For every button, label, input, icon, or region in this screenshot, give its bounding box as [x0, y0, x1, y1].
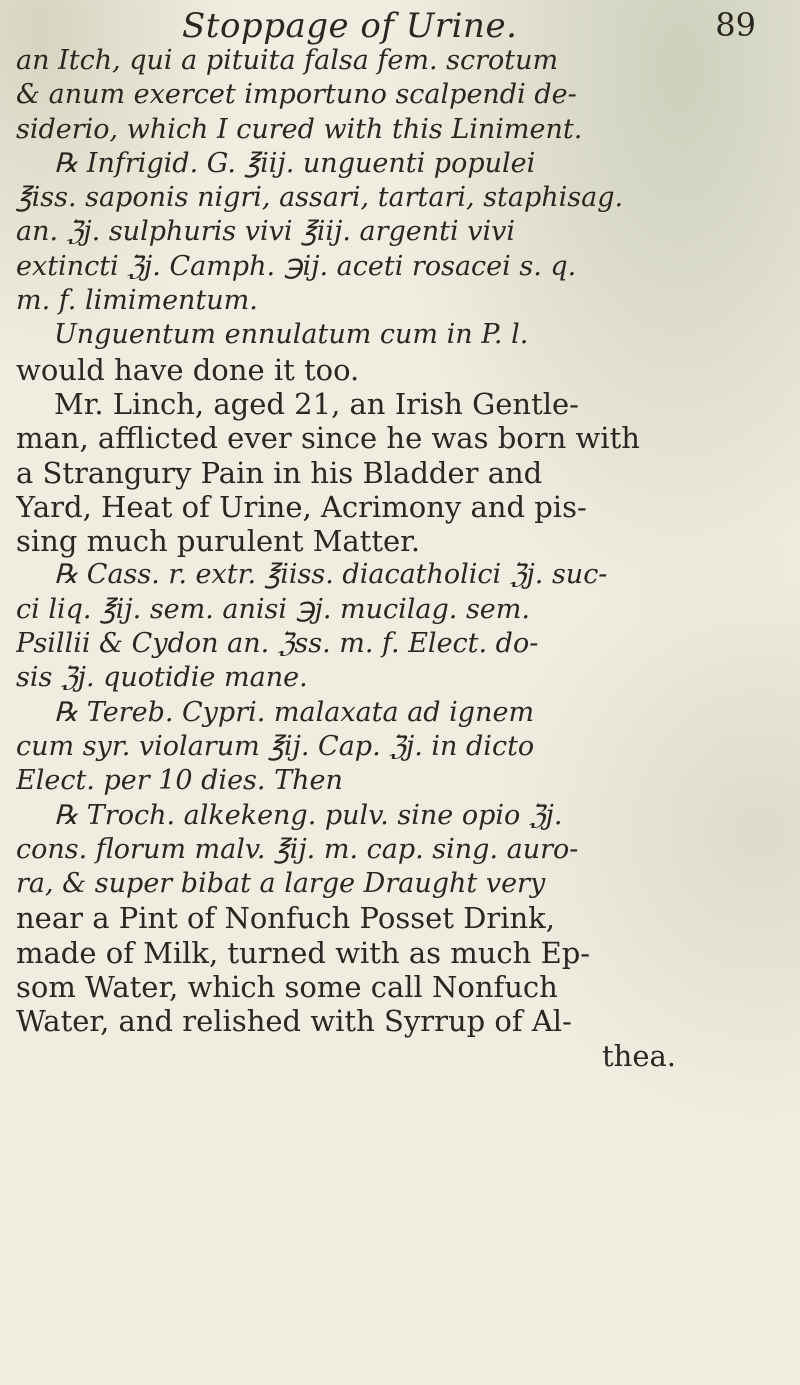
- text-line: sing much purulent Matter.: [16, 524, 421, 559]
- text-line: an Itch, qui a pituita falsa fem. scrotum: [16, 45, 559, 76]
- text-line: ℞ Troch. alkekeng. pulv. sine opio ℨj.: [54, 799, 563, 831]
- text-line: cum syr. violarum ℥ij. Cap. ℨj. in dicto: [16, 730, 535, 762]
- body-text: [16, 44, 786, 1073]
- text-line: som Water, which some call Nonfuch: [16, 970, 558, 1005]
- text-line: ℞ Tereb. Cypri. malaxata ad ignem: [54, 696, 535, 728]
- text-line: ℥iss. saponis nigri, assari, tartari, staphisag.: [16, 182, 624, 214]
- text-line: cons. florum malv. ℥ij. m. cap. sing. auro-: [16, 833, 579, 865]
- text-line: ℞ Cass. r. extr. ℥iiss. diacatholici ℨj. suc-: [54, 559, 608, 591]
- text-line: thea.: [601, 1038, 676, 1073]
- text-line: Water, and relished with Syrrup of Al-: [16, 1004, 572, 1039]
- text-line: Yard, Heat of Urine, Acrimony and pis-: [16, 489, 587, 524]
- text-line: would have done it too.: [16, 352, 360, 387]
- text-line: ci liq. ℥ij. sem. anisi ℈j. mucilag. sem.: [16, 593, 530, 625]
- page-number: 89: [715, 6, 756, 44]
- text-line: a Strangury Pain in his Bladder and: [16, 455, 543, 490]
- text-line: ℞ Infrigid. G. ℥iij. unguenti populei: [54, 147, 536, 179]
- text-line: ra, & super bibat a large Draught very: [16, 868, 546, 900]
- text-line: sis ℨj. quotidie mane.: [16, 662, 308, 694]
- text-line: Psillii & Cydon an. ℨss. m. f. Elect. do-: [16, 628, 539, 660]
- text-line: extincti ℨj. Camph. ℈ij. aceti rosacei s. q.: [16, 250, 577, 282]
- text-line: made of Milk, turned with as much Ep-: [16, 935, 591, 970]
- text-line: m. f. limimentum.: [16, 285, 258, 317]
- text-line: Elect. per 10 dies. Then: [16, 765, 343, 797]
- running-title: Stoppage of Urine.: [182, 6, 518, 46]
- text-line: Unguentum ennulatum cum in P. l.: [54, 319, 529, 351]
- text-line: near a Pint of Nonfuch Posset Drink,: [16, 901, 555, 936]
- text-line: Mr. Linch, aged 21, an Irish Gentle-: [54, 386, 579, 421]
- text-line: an. ℨj. sulphuris vivi ℥iij. argenti vivi: [16, 216, 516, 248]
- text-line: & anum exercet importuno scalpendi de-: [16, 79, 577, 111]
- text-line: siderio, which I cured with this Liniment.: [16, 113, 583, 145]
- text-line: man, afflicted ever since he was born with: [16, 421, 640, 456]
